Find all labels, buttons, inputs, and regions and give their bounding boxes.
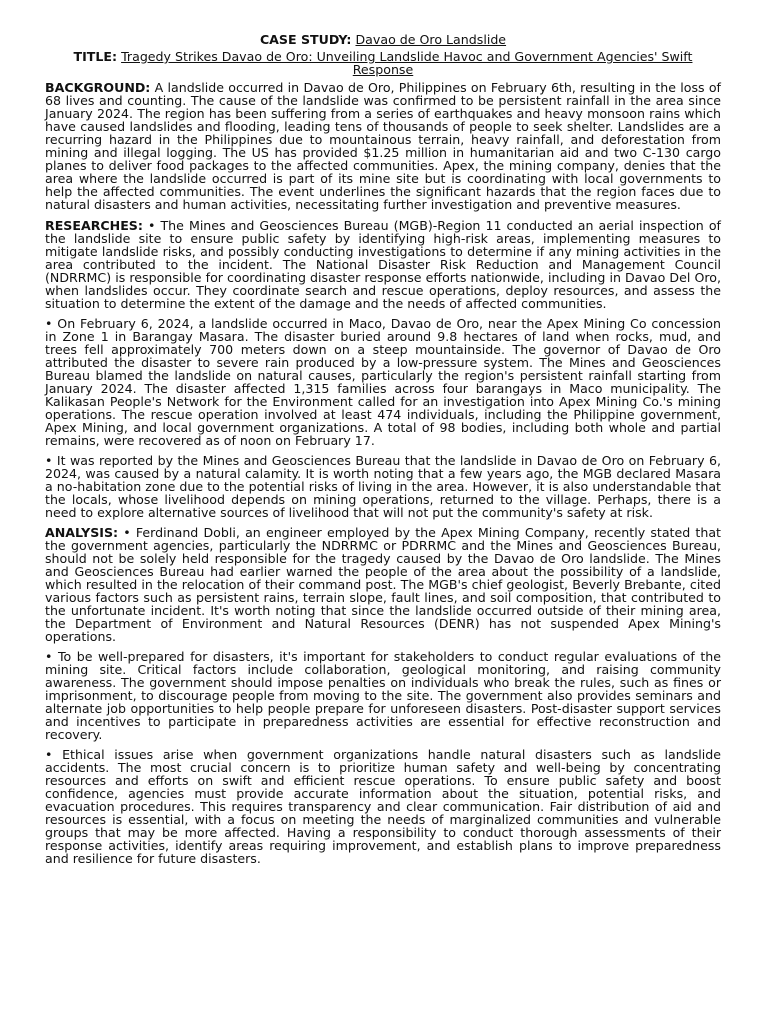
background-paragraph <box>45 81 721 211</box>
case-study-label: CASE STUDY: <box>259 32 352 47</box>
researches-text-3: • It was reported by the Mines and Geosciences Bureau that the landslide in Davao de Oro on February 6, 2024, was caused by a natural calamity. It is worth noting that a few years ago, the MGB declared Masara a no-habitation zone due to the potential risks of living in the area. However, it is also understandable that the locals, whose livelihood depends on mining operations, returned to the village. Perhaps, there is a need to explore alternative sources of livelihood that will not put the community's safety at risk. <box>45 453 721 520</box>
researches-text-1: • The Mines and Geosciences Bureau (MGB)-Region 11 conducted an aerial inspection of the landslide site to ensure public safety by identifying high-risk areas, implementing measures to mitigate landslide risks, and possibly conducting investigations to determine if any mining activities in the area contributed to the incident. The National Disaster Risk Reduction and Management Council (NDRRMC) is responsible for coordinating disaster response efforts nationwide, including in Davao Del Oro, when landslides occur. They coordinate search and rescue operations, deploy resources, and assess the situation to determine the extent of the damage and the needs of affected communities. <box>45 218 721 311</box>
researches-label: RESEARCHES: <box>45 218 143 233</box>
background-label: BACKGROUND: <box>45 80 151 95</box>
case-study-value: Davao de Oro Landslide <box>355 32 507 47</box>
analysis-paragraph-1 <box>45 526 721 643</box>
background-text: A landslide occurred in Davao de Oro, Philippines on February 6th, resulting in the loss of 68 lives and counting. The cause of the landslide was confirmed to be persistent rainfall in the area since January 2024. The region has been suffering from a series of earthquakes and heavy monsoon rains which have caused landslides and flooding, leading tens of thousands of people to seek shelter. Landslides are a recurring hazard in the Philippines due to mountainous terrain, heavy rainfall, and deforestation from mining and illegal logging. The US has provided $1.25 million in humanitarian aid and two C-130 cargo planes to deliver food packages to the affected communities. Apex, the mining company, denies that the area where the landslide occurred is part of its mine site but is coordinating with local governments to help the affected communities. The event underlines the significant hazards that the region faces due to natural disasters and human activities, necessitating further investigation and preventive measures. <box>45 80 721 212</box>
document-page <box>45 33 721 872</box>
analysis-paragraph-2 <box>45 650 721 741</box>
researches-paragraph-1 <box>45 219 721 310</box>
title-label: TITLE: <box>73 49 118 64</box>
researches-paragraph-3 <box>45 454 721 519</box>
analysis-text-3: • Ethical issues arise when government organizations handle natural disasters such as landslide accidents. The most crucial concern is to prioritize human safety and well-being by concentrating resources and efforts on swift and efficient rescue operations. To ensure public safety and boost confidence, agencies must provide accurate information about the situation, potential risks, and evacuation procedures. This requires transparency and clear communication. Fair distribution of aid and resources is essential, with a focus on meeting the needs of marginalized communities and vulnerable groups that may be more affected. Having a responsibility to conduct thorough assessments of their response activities, identify areas requiring improvement, and establish plans to improve preparedness and resilience for future disasters. <box>45 747 721 866</box>
analysis-text-2: • To be well-prepared for disasters, it's important for stakeholders to conduct regular evaluations of the mining site. Critical factors include collaboration, geological monitoring, and raising community awareness. The government should impose penalties on individuals who break the rules, such as fines or imprisonment, to discourage people from moving to the site. The government also provides seminars and alternate job opportunities to help people prepare for unforeseen disasters. Post-disaster support services and incentives to participate in preparedness activities are essential for effective reconstruction and recovery. <box>45 649 721 742</box>
analysis-label: ANALYSIS: <box>45 525 119 540</box>
analysis-text-1: • Ferdinand Dobli, an engineer employed by the Apex Mining Company, recently stated that the government agencies, particularly the NDRRMC or PDRRMC and the Mines and Geosciences Bureau, should not be solely held responsible for the tragedy caused by the Davao de Oro landslide. The Mines and Geosciences Bureau had earlier warned the people of the area about the possibility of a landslide, which resulted in the relocation of their command post. The MGB's chief geologist, Beverly Brebante, cited various factors such as persistent rains, terrain slope, fault lines, and soil composition, that contributed to the unfortunate incident. It's worth noting that since the landslide occurred outside of their mining area, the Department of Environment and Natural Resources (DENR) has not suspended Apex Mining's operations. <box>45 525 721 644</box>
analysis-paragraph-3 <box>45 748 721 865</box>
title-value: Tragedy Strikes Davao de Oro: Unveiling Landslide Havoc and Government Agencies' Swift Response <box>121 49 693 77</box>
researches-text-2: • On February 6, 2024, a landslide occurred in Maco, Davao de Oro, near the Apex Mining Co concession in Zone 1 in Barangay Masara. The disaster buried around 9.8 hectares of land when rocks, mud, and trees fell approximately 700 meters down on a steep mountainside. The governor of Davao de Oro attributed the disaster to severe rain produced by a low-pressure system. The Mines and Geosciences Bureau blamed the landslide on natural causes, particularly the region's persistent rainfall starting from January 2024. The disaster affected 1,315 families across four barangays in Maco municipality. The Kalikasan People's Network for the Environment called for an investigation into Apex Mining Co.'s mining operations. The rescue operation involved at least 474 individuals, including the Philippine government, Apex Mining, and local government organizations. A total of 98 bodies, including both whole and partial remains, were recovered as of noon on February 17. <box>45 316 721 448</box>
title-heading <box>45 50 721 76</box>
case-study-heading <box>45 33 721 46</box>
researches-paragraph-2 <box>45 317 721 447</box>
